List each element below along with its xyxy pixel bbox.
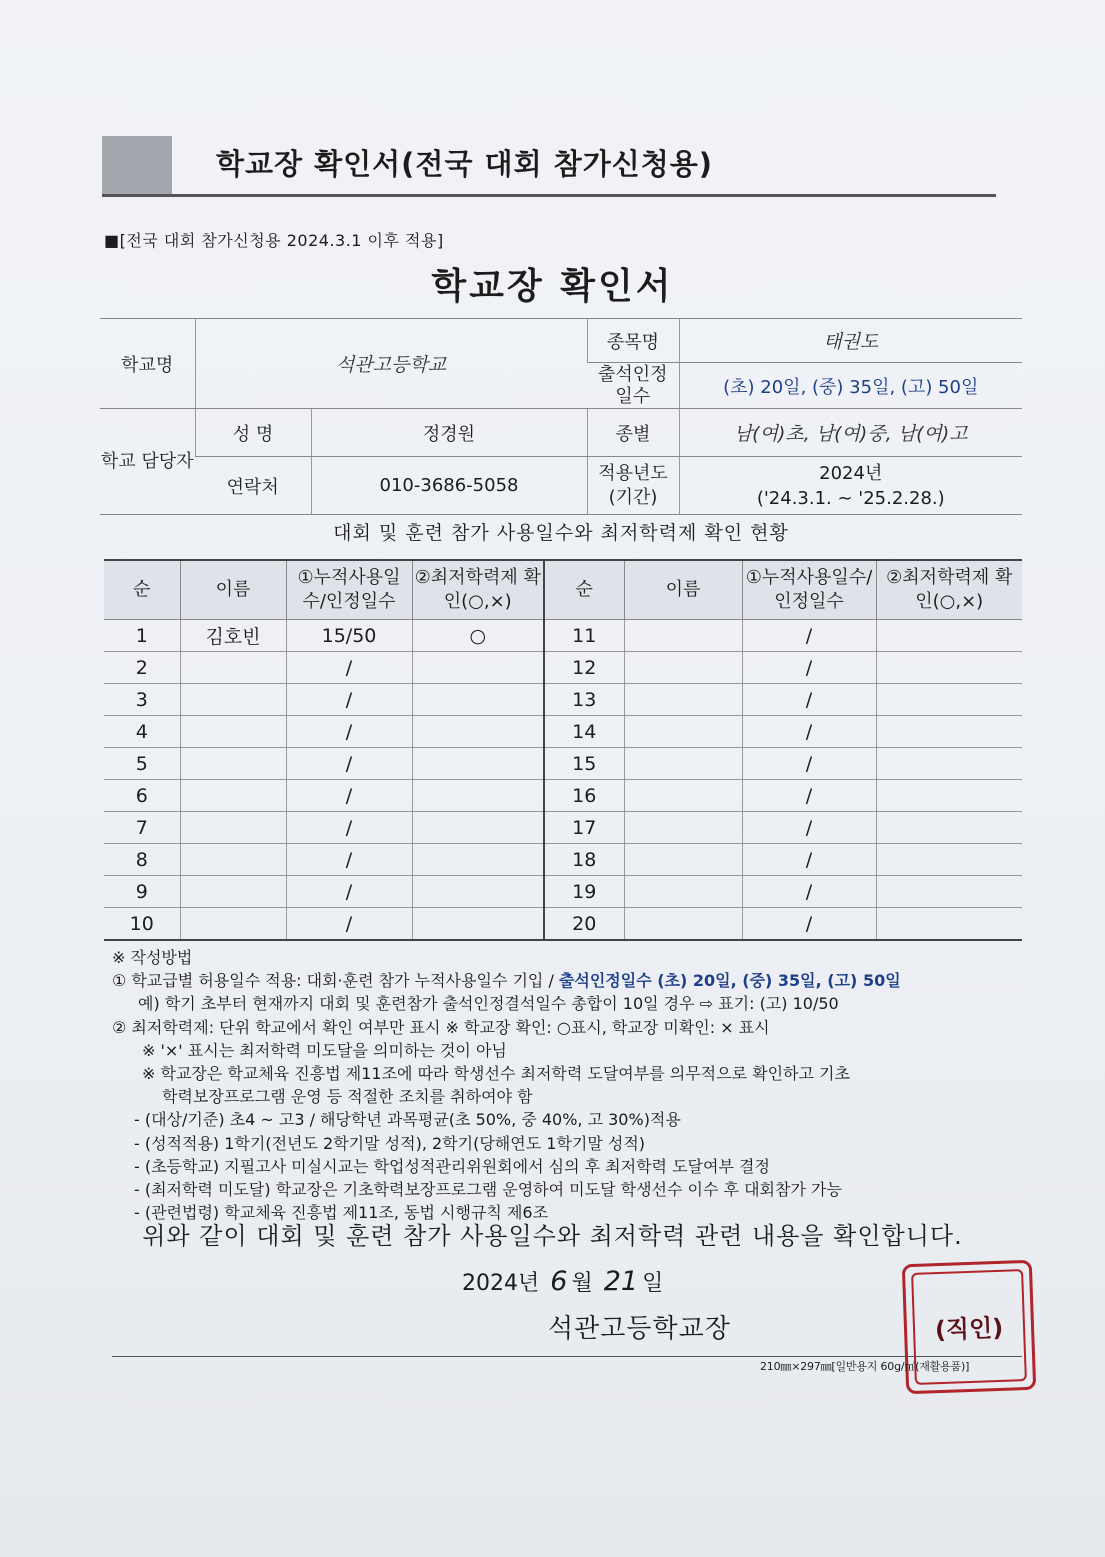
cell-name-right bbox=[624, 652, 742, 684]
cell-name-right bbox=[624, 812, 742, 844]
event-value: 태권도 bbox=[679, 319, 1022, 363]
cell-days-left: / bbox=[286, 716, 412, 748]
year-cell bbox=[679, 457, 1022, 515]
cell-no-left: 5 bbox=[104, 748, 180, 780]
cell-check-left bbox=[412, 652, 544, 684]
cell-name-right bbox=[624, 876, 742, 908]
table-row bbox=[104, 620, 1022, 652]
col-no-right: 순 bbox=[544, 560, 624, 620]
cell-name-left bbox=[180, 812, 286, 844]
cell-no-right: 13 bbox=[544, 684, 624, 716]
cell-no-right: 14 bbox=[544, 716, 624, 748]
note-dash-2: - (성적적용) 1학기(전년도 2학기말 성적), 2학기(당해연도 1학기말 성적) bbox=[134, 1133, 646, 1153]
note-2b: ※ 학교장은 학교체육 진흥법 제11조에 따라 학생선수 최저학력 도달여부를 의무적으로 확인하고 기초 bbox=[142, 1064, 850, 1084]
instructions bbox=[112, 946, 1032, 1224]
cell-no-right: 16 bbox=[544, 780, 624, 812]
signature-date bbox=[462, 1266, 663, 1297]
school-info-table bbox=[100, 318, 1022, 515]
cell-days-right: / bbox=[742, 844, 876, 876]
contact-name-label: 성 명 bbox=[195, 409, 311, 457]
col-days-right: ①누적사용일수/인정일수 bbox=[742, 560, 876, 620]
type-value: 남(여)초, 남(여)중, 남(여)고 bbox=[679, 409, 1022, 457]
cell-check-left bbox=[412, 908, 544, 941]
note-dash-3: - (초등학교) 지필고사 미실시교는 학업성적관리위원회에서 심의 후 최저학력 도달여부 결정 bbox=[134, 1156, 770, 1176]
col-check-right: ②최저학력제 확인(○,×) bbox=[876, 560, 1022, 620]
cell-days-right: / bbox=[742, 748, 876, 780]
cell-no-right: 11 bbox=[544, 620, 624, 652]
attendance-value: (초) 20일, (중) 35일, (고) 50일 bbox=[679, 363, 1022, 409]
cell-days-right: / bbox=[742, 780, 876, 812]
table-row bbox=[104, 876, 1022, 908]
title-gray-block bbox=[102, 136, 172, 196]
cell-days-right: / bbox=[742, 812, 876, 844]
cell-name-right bbox=[624, 908, 742, 941]
cell-name-left bbox=[180, 908, 286, 941]
contact-phone-label: 연락처 bbox=[195, 457, 311, 515]
type-label: 종별 bbox=[587, 409, 679, 457]
school-name-value: 석관고등학교 bbox=[195, 319, 587, 409]
cell-check-left bbox=[412, 780, 544, 812]
note-1 bbox=[112, 969, 1032, 992]
cell-no-left: 8 bbox=[104, 844, 180, 876]
cell-check-left bbox=[412, 748, 544, 780]
cell-days-right: / bbox=[742, 652, 876, 684]
cell-name-left bbox=[180, 876, 286, 908]
note-dash-4: - (최저학력 미도달) 학교장은 기초학력보장프로그램 운영하여 미도달 학생선수 이수 후 대회참가 가능 bbox=[134, 1180, 842, 1200]
cell-no-left: 4 bbox=[104, 716, 180, 748]
col-no-left: 순 bbox=[104, 560, 180, 620]
cell-days-left: / bbox=[286, 780, 412, 812]
roster-table bbox=[104, 559, 1022, 941]
form-title: 학교장 확인서(전국 대회 참가신청용) bbox=[216, 147, 714, 181]
table-row bbox=[104, 748, 1022, 780]
table-row bbox=[104, 652, 1022, 684]
bottom-rule bbox=[112, 1356, 1022, 1357]
table-row bbox=[104, 812, 1022, 844]
cell-name-right bbox=[624, 780, 742, 812]
cell-no-left: 3 bbox=[104, 684, 180, 716]
cell-days-right: / bbox=[742, 716, 876, 748]
note-1-example: 예) 학기 초부터 현재까지 대회 및 훈련참가 출석인정결석일수 총합이 10일 경우 ⇨ 표기: (고) 10/50 bbox=[138, 994, 839, 1014]
cell-check-right bbox=[876, 620, 1022, 652]
note-2b-cont: 학력보장프로그램 운영 등 적절한 조치를 취하여야 함 bbox=[162, 1087, 533, 1107]
cell-check-left bbox=[412, 812, 544, 844]
cell-name-left bbox=[180, 652, 286, 684]
cell-no-right: 17 bbox=[544, 812, 624, 844]
cell-name-right bbox=[624, 748, 742, 780]
col-name-right: 이름 bbox=[624, 560, 742, 620]
date-month: 6 bbox=[550, 1266, 568, 1297]
col-check-left: ②최저학력제 확인(○,×) bbox=[412, 560, 544, 620]
principal-name: 석관고등학교장 bbox=[548, 1314, 731, 1344]
table-row bbox=[104, 844, 1022, 876]
contact-group-label: 학교 담당자 bbox=[100, 409, 195, 515]
cell-check-left: ○ bbox=[412, 620, 544, 652]
cell-check-right bbox=[876, 652, 1022, 684]
cell-check-right bbox=[876, 780, 1022, 812]
note-1-text: ① 학교급별 허용일수 적용: 대회·훈련 참가 누적사용일수 기입 / bbox=[112, 971, 559, 991]
table-row bbox=[104, 908, 1022, 941]
confirmation-statement: 위와 같이 대회 및 훈련 참가 사용일수와 최저학력 관련 내용을 확인합니다. bbox=[142, 1222, 963, 1250]
cell-no-left: 1 bbox=[104, 620, 180, 652]
cell-days-left: / bbox=[286, 844, 412, 876]
event-label: 종목명 bbox=[587, 319, 679, 363]
cell-check-left bbox=[412, 844, 544, 876]
cell-name-right bbox=[624, 716, 742, 748]
cell-name-right bbox=[624, 844, 742, 876]
note-1-highlight: 출석인정일수 (초) 20일, (중) 35일, (고) 50일 bbox=[558, 971, 901, 991]
cell-no-right: 15 bbox=[544, 748, 624, 780]
cell-no-right: 20 bbox=[544, 908, 624, 941]
date-month-label: 월 bbox=[571, 1271, 593, 1296]
period-value: ('24.3.1. ~ '25.2.28.) bbox=[756, 487, 945, 509]
cell-no-right: 12 bbox=[544, 652, 624, 684]
table-row bbox=[104, 684, 1022, 716]
cell-name-left bbox=[180, 780, 286, 812]
school-name-label: 학교명 bbox=[100, 319, 195, 409]
cell-no-left: 7 bbox=[104, 812, 180, 844]
cell-days-right: / bbox=[742, 908, 876, 941]
cell-check-left bbox=[412, 684, 544, 716]
cell-check-right bbox=[876, 684, 1022, 716]
note-2: ② 최저학력제: 단위 학교에서 확인 여부만 표시 ※ 학교장 확인: ○표시, 학교장 미확인: × 표시 bbox=[112, 1017, 770, 1037]
cell-check-left bbox=[412, 716, 544, 748]
contact-name-value: 정경원 bbox=[311, 409, 587, 457]
cell-check-right bbox=[876, 748, 1022, 780]
cell-days-left: / bbox=[286, 876, 412, 908]
cell-check-right bbox=[876, 716, 1022, 748]
cell-days-left: / bbox=[286, 652, 412, 684]
cell-no-left: 9 bbox=[104, 876, 180, 908]
cell-days-left: / bbox=[286, 908, 412, 941]
cell-name-left bbox=[180, 844, 286, 876]
official-seal-stamp bbox=[902, 1260, 1036, 1394]
attendance-label: 출석인정 일수 bbox=[587, 363, 679, 409]
contact-phone-value: 010-3686-5058 bbox=[311, 457, 587, 515]
note-dash-5: - (관련법령) 학교체육 진흥법 제11조, 동법 시행규칙 제6조 bbox=[134, 1203, 549, 1223]
notes-heading: ※ 작성방법 bbox=[112, 948, 193, 967]
title-bar bbox=[102, 136, 996, 198]
cell-check-right bbox=[876, 844, 1022, 876]
cell-days-left: / bbox=[286, 812, 412, 844]
cell-days-left: / bbox=[286, 684, 412, 716]
document-title: 학교장 확인서 bbox=[431, 266, 674, 307]
cell-no-left: 2 bbox=[104, 652, 180, 684]
form-subtitle: ■[전국 대회 참가신청용 2024.3.1 이후 적용] bbox=[104, 231, 444, 250]
cell-check-right bbox=[876, 876, 1022, 908]
year-label: 적용년도 (기간) bbox=[587, 457, 679, 515]
note-2a: ※ '×' 표시는 최저학력 미도달을 의미하는 것이 아님 bbox=[142, 1040, 507, 1060]
col-days-left: ①누적사용일수/인정일수 bbox=[286, 560, 412, 620]
cell-days-left: / bbox=[286, 748, 412, 780]
cell-no-right: 18 bbox=[544, 844, 624, 876]
cell-days-right: / bbox=[742, 876, 876, 908]
cell-name-left bbox=[180, 684, 286, 716]
title-rule bbox=[102, 194, 996, 197]
paper-spec-footnote: 210㎜×297㎜[일반용지 60g/㎡(재활용품)] bbox=[760, 1360, 970, 1373]
date-day-label: 일 bbox=[642, 1271, 664, 1296]
cell-name-left bbox=[180, 748, 286, 780]
cell-days-right: / bbox=[742, 684, 876, 716]
cell-check-right bbox=[876, 812, 1022, 844]
table-row bbox=[104, 780, 1022, 812]
seal-text: (직인) bbox=[934, 1313, 1004, 1345]
cell-check-right bbox=[876, 908, 1022, 941]
note-dash-1: - (대상/기준) 초4 ~ 고3 / 해당학년 과목평균(초 50%, 중 40%, 고 30%)적용 bbox=[134, 1110, 681, 1130]
cell-name-left: 김호빈 bbox=[180, 620, 286, 652]
date-day: 21 bbox=[603, 1266, 639, 1297]
cell-check-left bbox=[412, 876, 544, 908]
section-title: 대회 및 훈련 참가 사용일수와 최저학력제 확인 현황 bbox=[333, 522, 789, 544]
cell-days-left: 15/50 bbox=[286, 620, 412, 652]
col-name-left: 이름 bbox=[180, 560, 286, 620]
cell-name-right bbox=[624, 620, 742, 652]
date-year: 2024년 bbox=[462, 1271, 540, 1296]
cell-no-left: 10 bbox=[104, 908, 180, 941]
table-row bbox=[104, 716, 1022, 748]
year-value: 2024년 bbox=[819, 462, 883, 484]
cell-name-left bbox=[180, 716, 286, 748]
cell-no-right: 19 bbox=[544, 876, 624, 908]
cell-name-right bbox=[624, 684, 742, 716]
cell-days-right: / bbox=[742, 620, 876, 652]
cell-no-left: 6 bbox=[104, 780, 180, 812]
